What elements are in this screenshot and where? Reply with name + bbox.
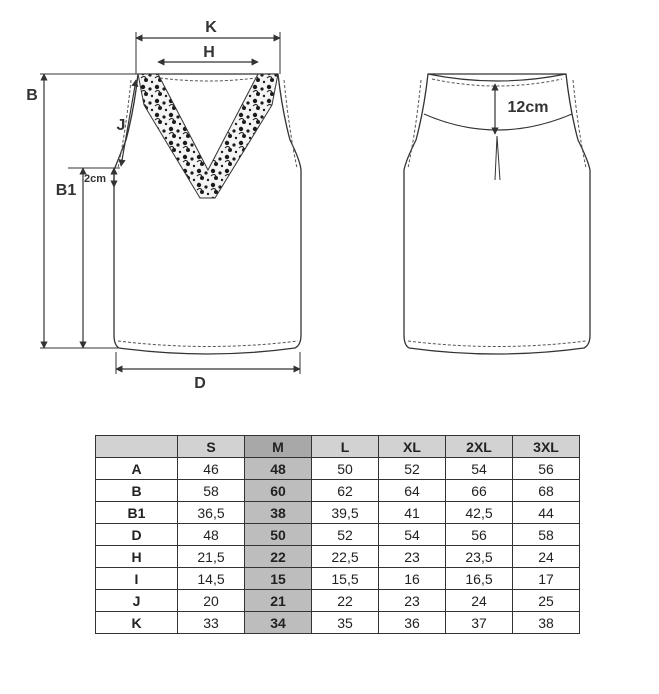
table-cell: 17	[513, 568, 580, 590]
size-table	[95, 435, 580, 634]
table-cell: 58	[178, 480, 245, 502]
label-offset: 2cm	[83, 173, 107, 185]
row-label: B	[96, 480, 178, 502]
label-h: H	[203, 44, 215, 61]
header-size: 2XL	[446, 436, 513, 458]
table-cell: 62	[312, 480, 379, 502]
table-cell-highlighted: 34	[245, 612, 312, 634]
table-cell: 14,5	[178, 568, 245, 590]
table-cell: 33	[178, 612, 245, 634]
table-cell: 52	[312, 524, 379, 546]
table-cell: 25	[513, 590, 580, 612]
header-size: S	[178, 436, 245, 458]
header-size: XL	[379, 436, 446, 458]
back-body-outline	[404, 74, 590, 354]
table-row	[96, 546, 580, 568]
table-row	[96, 612, 580, 634]
label-yoke: 12cm	[507, 99, 549, 116]
table-cell: 39,5	[312, 502, 379, 524]
table-cell: 54	[446, 458, 513, 480]
table-cell: 15,5	[312, 568, 379, 590]
label-b1: B1	[55, 182, 77, 199]
back-view	[404, 74, 590, 354]
table-cell-highlighted: 15	[245, 568, 312, 590]
table-row	[96, 458, 580, 480]
front-view	[26, 19, 301, 392]
table-cell: 24	[513, 546, 580, 568]
table-cell: 37	[446, 612, 513, 634]
table-row	[96, 524, 580, 546]
table-cell: 23,5	[446, 546, 513, 568]
table-cell: 35	[312, 612, 379, 634]
table-cell: 52	[379, 458, 446, 480]
table-cell: 58	[513, 524, 580, 546]
table-cell: 16,5	[446, 568, 513, 590]
table-cell-highlighted: 48	[245, 458, 312, 480]
table-cell: 23	[379, 590, 446, 612]
table-cell: 54	[379, 524, 446, 546]
row-label: D	[96, 524, 178, 546]
front-body-outline	[114, 74, 301, 354]
label-b: B	[26, 87, 38, 104]
row-label: H	[96, 546, 178, 568]
table-cell: 24	[446, 590, 513, 612]
table-cell: 36	[379, 612, 446, 634]
table-cell: 16	[379, 568, 446, 590]
table-cell: 46	[178, 458, 245, 480]
header-size: L	[312, 436, 379, 458]
row-label: B1	[96, 502, 178, 524]
label-k: K	[205, 19, 217, 36]
label-j: J	[116, 117, 126, 134]
table-row	[96, 590, 580, 612]
header-size-highlighted: M	[245, 436, 312, 458]
table-cell: 42,5	[446, 502, 513, 524]
table-cell-highlighted: 50	[245, 524, 312, 546]
label-d: D	[194, 375, 206, 392]
table-cell-highlighted: 38	[245, 502, 312, 524]
table-cell: 23	[379, 546, 446, 568]
table-cell-highlighted: 60	[245, 480, 312, 502]
table-row	[96, 502, 580, 524]
header-size: 3XL	[513, 436, 580, 458]
table-cell: 64	[379, 480, 446, 502]
table-cell: 66	[446, 480, 513, 502]
row-label: I	[96, 568, 178, 590]
table-cell: 56	[513, 458, 580, 480]
size-table-header	[96, 436, 580, 458]
row-label: K	[96, 612, 178, 634]
table-cell: 44	[513, 502, 580, 524]
table-cell: 48	[178, 524, 245, 546]
table-row	[96, 568, 580, 590]
table-cell: 68	[513, 480, 580, 502]
table-cell: 21,5	[178, 546, 245, 568]
table-cell: 22,5	[312, 546, 379, 568]
row-label: A	[96, 458, 178, 480]
table-cell: 41	[379, 502, 446, 524]
table-cell: 38	[513, 612, 580, 634]
table-cell: 20	[178, 590, 245, 612]
row-label: J	[96, 590, 178, 612]
table-cell: 36,5	[178, 502, 245, 524]
table-cell: 50	[312, 458, 379, 480]
table-cell-highlighted: 22	[245, 546, 312, 568]
table-row	[96, 480, 580, 502]
table-cell: 22	[312, 590, 379, 612]
table-cell: 56	[446, 524, 513, 546]
table-cell-highlighted: 21	[245, 590, 312, 612]
header-corner	[96, 436, 178, 458]
